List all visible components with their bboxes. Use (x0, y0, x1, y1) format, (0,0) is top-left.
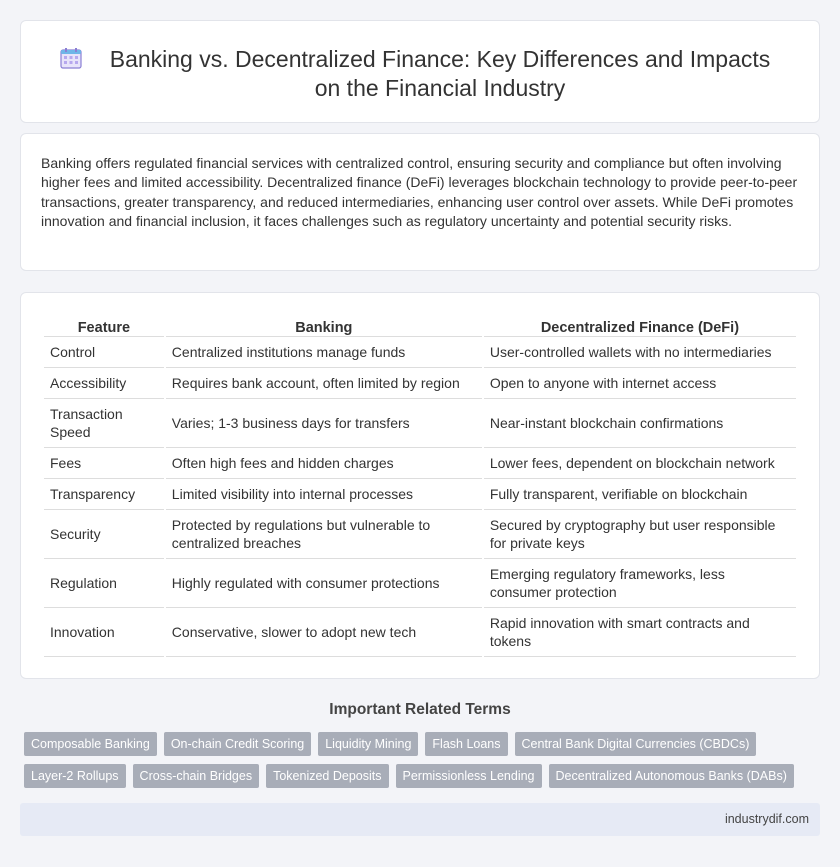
related-terms-title: Important Related Terms (329, 701, 511, 718)
table-row (44, 510, 796, 559)
defi-cell: Lower fees, dependent on blockchain network (484, 448, 796, 479)
comparison-card (20, 292, 820, 679)
defi-cell: Fully transparent, verifiable on blockchain (484, 479, 796, 510)
related-tags (24, 732, 814, 788)
feature-cell: Security (44, 510, 164, 559)
table-row (44, 337, 796, 368)
tag-composable-banking[interactable]: Composable Banking (24, 732, 157, 756)
title-card (20, 20, 820, 123)
intro-paragraph: Banking offers regulated financial services with centralized control, ensuring security and compliance but often involving higher fees and limited accessibility. Decentralized finance (DeFi) leverages blockchain technology to provide peer-to-peer transactions, greater transparency, and reduced intermediaries, enhancing user control over assets. While DeFi promotes innovation and financial inclusion, it faces challenges such as regulatory uncertainty and potential security risks. (41, 155, 798, 230)
tag-flash-loans[interactable]: Flash Loans (425, 732, 507, 756)
banking-cell: Limited visibility into internal processes (166, 479, 482, 510)
defi-cell: Secured by cryptography but user responsible for private keys (484, 510, 796, 559)
defi-cell: User-controlled wallets with no intermediaries (484, 337, 796, 368)
table-row (44, 479, 796, 510)
feature-cell: Transparency (44, 479, 164, 510)
feature-cell: Control (44, 337, 164, 368)
defi-cell: Rapid innovation with smart contracts and tokens (484, 608, 796, 657)
feature-cell: Accessibility (44, 368, 164, 399)
table-row (44, 399, 796, 448)
defi-cell: Open to anyone with internet access (484, 368, 796, 399)
tag-liquidity-mining[interactable]: Liquidity Mining (318, 732, 418, 756)
banking-cell: Centralized institutions manage funds (166, 337, 482, 368)
footer-site[interactable]: industrydif.com (724, 812, 809, 826)
intro-card (20, 133, 820, 271)
defi-cell: Near-instant blockchain confirmations (484, 399, 796, 448)
banking-cell: Requires bank account, often limited by region (166, 368, 482, 399)
page-title: Banking vs. Decentralized Finance: Key Differences and Impacts on the Financial Industry (109, 46, 771, 101)
tag-layer2-rollups[interactable]: Layer-2 Rollups (24, 764, 126, 788)
banking-cell: Protected by regulations but vulnerable to centralized breaches (166, 510, 482, 559)
footer (20, 803, 820, 836)
defi-cell: Emerging regulatory frameworks, less consumer protection (484, 559, 796, 608)
header-feature: Feature (44, 315, 164, 337)
table-row (44, 368, 796, 399)
tag-cross-chain-bridges[interactable]: Cross-chain Bridges (133, 764, 260, 788)
tag-tokenized-deposits[interactable]: Tokenized Deposits (266, 764, 388, 788)
feature-cell: Fees (44, 448, 164, 479)
feature-cell: Regulation (44, 559, 164, 608)
feature-cell: Transaction Speed (44, 399, 164, 448)
table-row (44, 448, 796, 479)
comparison-table (42, 315, 798, 657)
feature-cell: Innovation (44, 608, 164, 657)
banking-cell: Often high fees and hidden charges (166, 448, 482, 479)
tag-dabs[interactable]: Decentralized Autonomous Banks (DABs) (549, 764, 794, 788)
table-row (44, 608, 796, 657)
header-defi: Decentralized Finance (DeFi) (484, 315, 796, 337)
table-header-row (44, 315, 796, 337)
tag-permissionless-lending[interactable]: Permissionless Lending (396, 764, 542, 788)
banking-cell: Highly regulated with consumer protections (166, 559, 482, 608)
banking-cell: Conservative, slower to adopt new tech (166, 608, 482, 657)
banking-cell: Varies; 1-3 business days for transfers (166, 399, 482, 448)
tag-onchain-credit-scoring[interactable]: On-chain Credit Scoring (164, 732, 311, 756)
table-row (44, 559, 796, 608)
tag-cbdcs[interactable]: Central Bank Digital Currencies (CBDCs) (515, 732, 757, 756)
header-banking: Banking (166, 315, 482, 337)
